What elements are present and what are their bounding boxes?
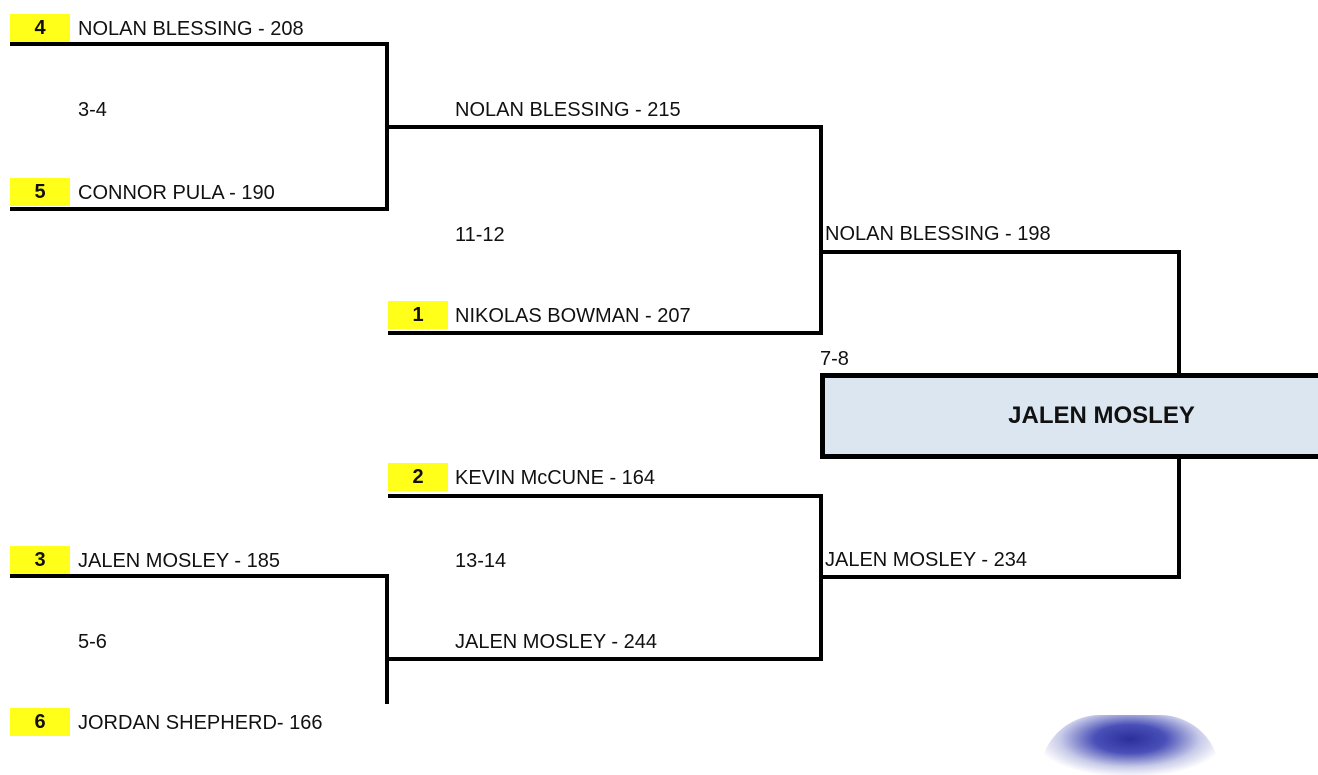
match-label: 13-14 bbox=[455, 550, 507, 572]
bracket-connector bbox=[819, 494, 823, 661]
entry-label: JALEN MOSLEY - 244 bbox=[455, 631, 657, 653]
entry-label: JALEN MOSLEY - 185 bbox=[78, 550, 280, 572]
entry-label: JALEN MOSLEY - 234 bbox=[825, 549, 1027, 571]
bracket-line bbox=[10, 574, 388, 578]
seed-badge: 4 bbox=[10, 14, 70, 42]
bracket-line bbox=[385, 125, 823, 129]
bracket-connector bbox=[1177, 250, 1181, 375]
logo-emblem-icon bbox=[1040, 715, 1220, 775]
bracket-connector bbox=[1177, 457, 1181, 579]
entry-label: NOLAN BLESSING - 208 bbox=[78, 18, 304, 40]
bracket-connector bbox=[385, 574, 389, 704]
bracket-line bbox=[10, 207, 388, 211]
entry-label: NOLAN BLESSING - 198 bbox=[825, 223, 1051, 245]
bracket-line bbox=[10, 42, 388, 46]
bracket-line bbox=[388, 331, 823, 335]
entry-label: CONNOR PULA - 190 bbox=[78, 182, 275, 204]
bracket-connector bbox=[819, 125, 823, 335]
seed-badge: 2 bbox=[388, 463, 448, 491]
entry-label: KEVIN McCUNE - 164 bbox=[455, 467, 656, 489]
match-label: 7-8 bbox=[820, 348, 849, 370]
entry-label: JORDAN SHEPHERD- 166 bbox=[78, 712, 323, 734]
entry-label: NOLAN BLESSING - 215 bbox=[455, 99, 681, 121]
match-label: 5-6 bbox=[78, 631, 107, 653]
seed-badge: 5 bbox=[10, 178, 70, 206]
match-label: 3-4 bbox=[78, 99, 107, 121]
seed-badge: 1 bbox=[388, 301, 448, 329]
bracket-line bbox=[819, 575, 1181, 579]
match-label: 11-12 bbox=[455, 224, 505, 246]
bracket-line bbox=[385, 657, 823, 661]
bracket-line bbox=[819, 250, 1181, 254]
seed-badge: 6 bbox=[10, 708, 70, 736]
seed-badge: 3 bbox=[10, 546, 70, 574]
bracket-line bbox=[388, 494, 823, 498]
entry-label: NIKOLAS BOWMAN - 207 bbox=[455, 305, 691, 327]
champion-box: JALEN MOSLEY bbox=[820, 373, 1318, 459]
